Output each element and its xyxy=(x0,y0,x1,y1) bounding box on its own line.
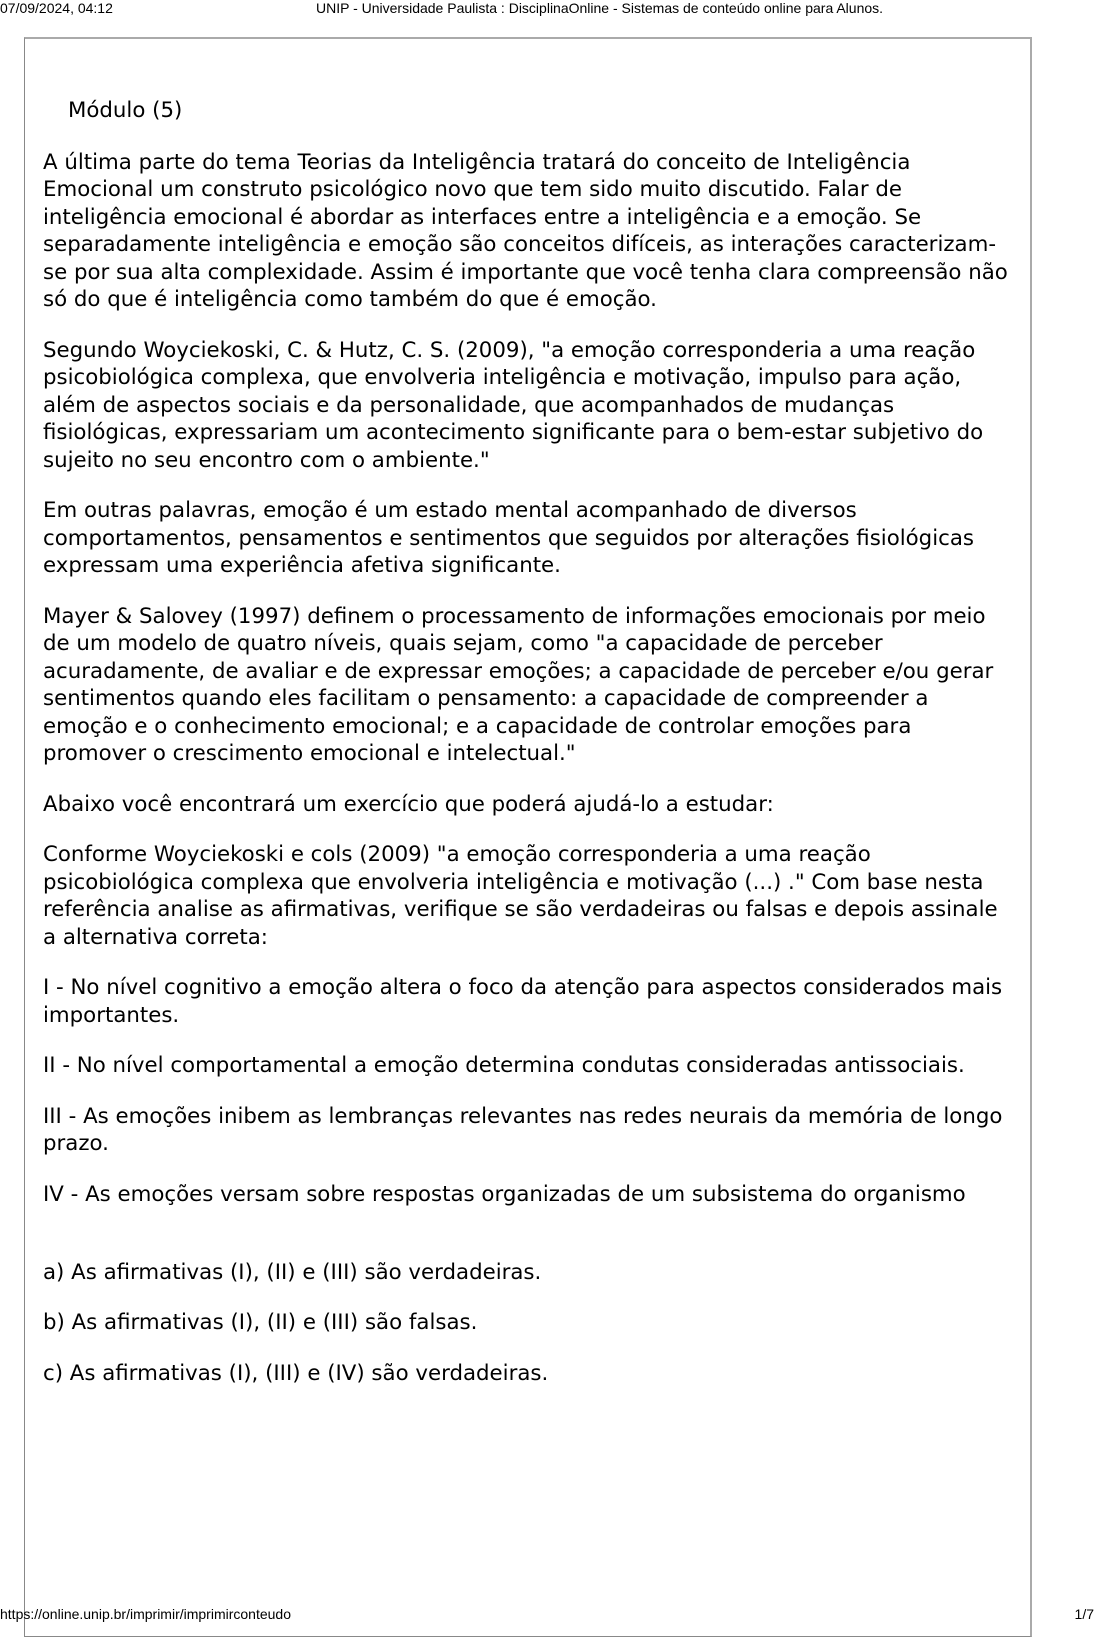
statement-iv: IV - As emoções versam sobre respostas organizadas de um subsistema do organismo xyxy=(43,1181,966,1207)
print-url: https://online.unip.br/imprimir/imprimirconteudo xyxy=(0,1606,291,1622)
exercise-question: Conforme Woyciekoski e cols (2009) "a emoção corresponderia a uma reação psicobiológica complexa que envolveria inteligência e motivação (...) ." Com base nesta referência analise as afirmativas, verifique se são verdadeiras ou falsas e depois assinale a alternativa correta: xyxy=(43,842,998,950)
blank-spacer xyxy=(43,1231,1013,1259)
option-c: c) As afirmativas (I), (III) e (IV) são verdadeiras. xyxy=(43,1360,549,1386)
statement-ii: II - No nível comportamental a emoção determina condutas consideradas antissociais. xyxy=(43,1053,965,1078)
paragraph: Mayer & Salovey (1997) definem o processamento de informações emocionais por meio de um modelo de quatro níveis, quais sejam, como "a capacidade de perceber acuradamente, de avaliar e de expressar emoções; a capacidade de perceber e/ou gerar sentimentos quando eles facilitam o pensamento: a capacidade de compreender a emoção e o conhecimento emocional; e a capacidade de controlar emoções para promover o crescimento emocional e intelectual." xyxy=(43,603,994,766)
print-datetime: 07/09/2024, 04:12 xyxy=(0,0,113,16)
module-content xyxy=(43,97,1013,1410)
paragraph: A última parte do tema Teorias da Inteligência tratará do conceito de Inteligência Emocional um construto psicológico novo que tem sido muito discutido. Falar de inteligência emocional é abordar as interfaces entre a inteligência e a emoção. Se separadamente inteligência e emoção são conceitos difíceis, as interações caracterizam-se por sua alta complexidade. Assim é importante que você tenha clara compreensão não só do que é inteligência como também do que é emoção. xyxy=(43,149,1008,312)
option-b: b) As afirmativas (I), (II) e (III) são falsas. xyxy=(43,1310,478,1335)
print-page-title: UNIP - Universidade Paulista : DisciplinaOnline - Sistemas de conteúdo online para Alunos. xyxy=(316,0,884,16)
option-a: a) As afirmativas (I), (II) e (III) são verdadeiras. xyxy=(43,1259,542,1285)
page-number: 1/7 xyxy=(1074,1606,1094,1622)
paragraph: Segundo Woyciekoski, C. & Hutz, C. S. (2009), "a emoção corresponderia a uma reação psicobiológica complexa, que envolveria inteligência e motivação, impulso para ação, além de aspectos sociais e da personalidade, que acompanhados de mudanças fisiológicas, expressariam um acontecimento significante para o bem-estar subjetivo do sujeito no seu encontro com o ambiente." xyxy=(43,337,984,473)
module-title: Módulo (5) xyxy=(68,98,183,123)
statement-iii: III - As emoções inibem as lembranças relevantes nas redes neurais da memória de longo prazo. xyxy=(43,1103,1003,1156)
paragraph: Abaixo você encontrará um exercício que poderá ajudá-lo a estudar: xyxy=(43,791,774,817)
statement-i: I - No nível cognitivo a emoção altera o foco da atenção para aspectos considerados mais importantes. xyxy=(43,975,1003,1028)
paragraph: Em outras palavras, emoção é um estado mental acompanhado de diversos comportamentos, pensamentos e sentimentos que seguidos por alterações fisiológicas expressam uma experiência afetiva significante. xyxy=(43,498,974,578)
